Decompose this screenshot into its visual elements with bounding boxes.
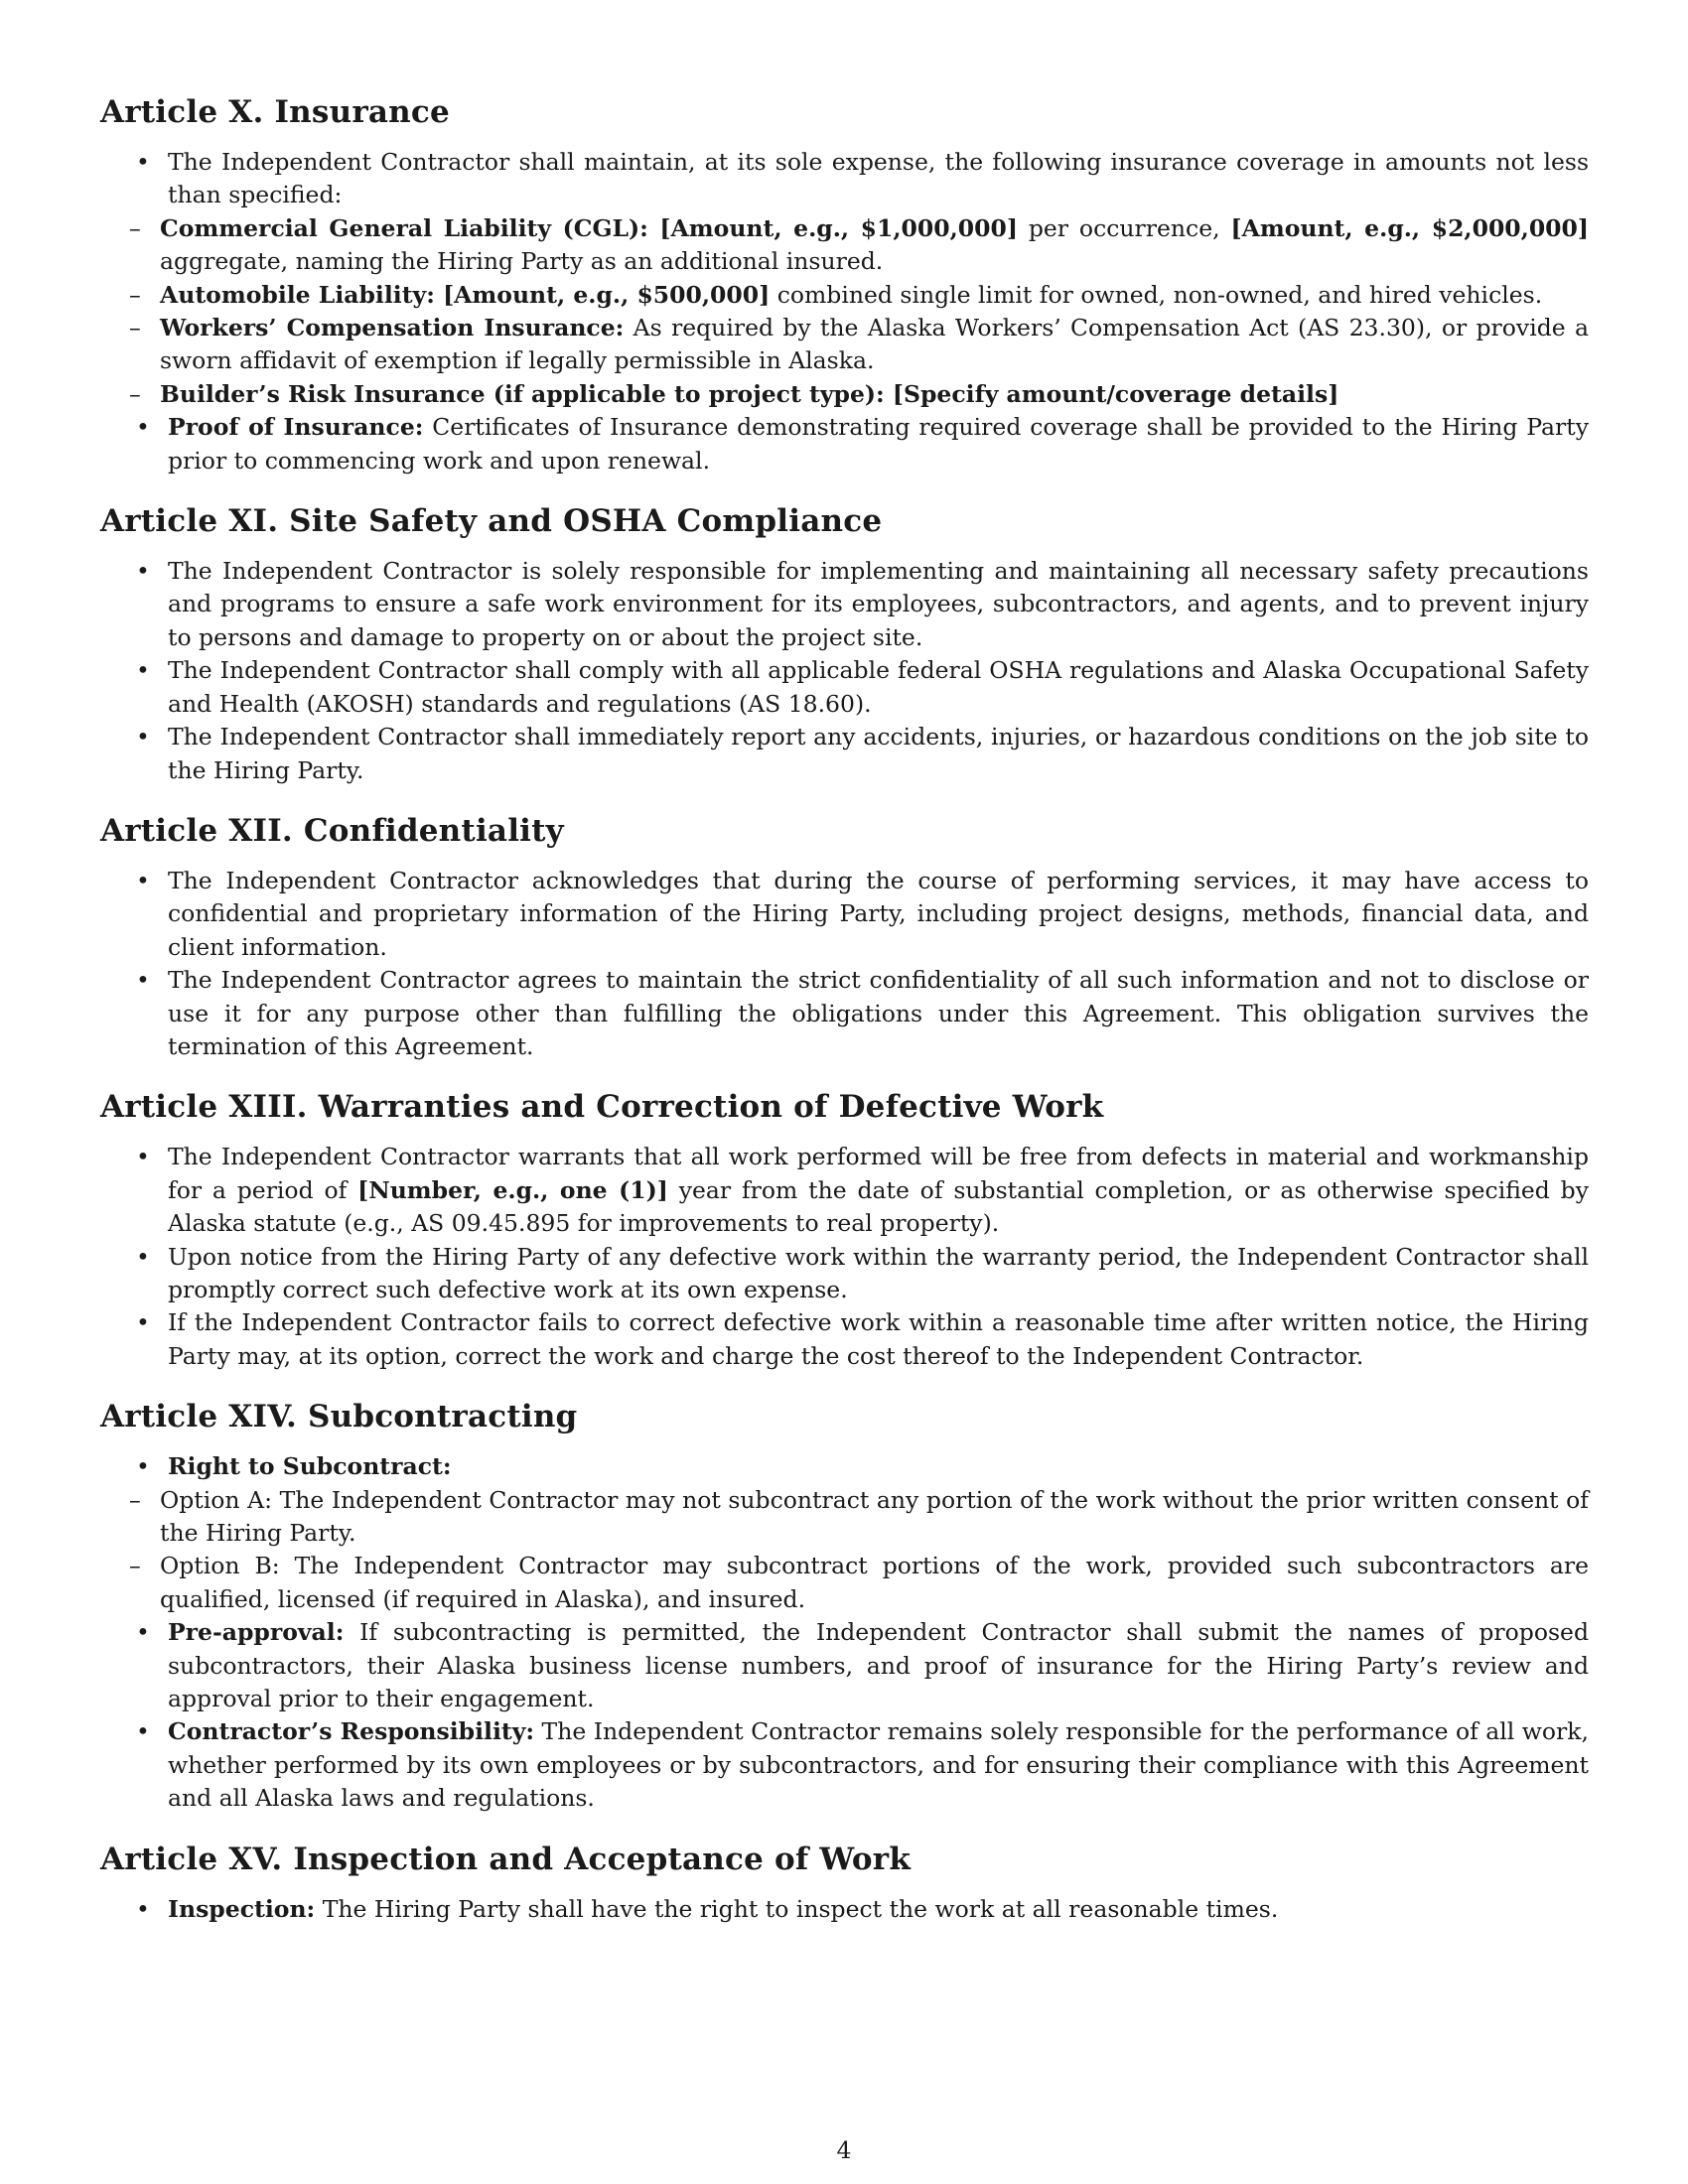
sub-list-item: – Automobile Liability: [Amount, e.g., $500,000] combined single limit for owned, non-owned, and hired vehicles.	[33, 279, 1589, 312]
sub-list-item: – Workers’ Compensation Insurance: As required by the Alaska Workers’ Compensation Act (AS 23.30), or provide a sworn affidavit of exemption if legally permissible in Alaska.	[33, 312, 1589, 378]
article-x-insurance	[100, 87, 1589, 478]
bullet-list	[100, 1450, 1589, 1815]
list-item: • Inspection: The Hiring Party shall have the right to inspect the work at all reasonable times.	[100, 1893, 1589, 1926]
article-heading: Article XI. Site Safety and OSHA Compliance	[100, 503, 883, 540]
list-item: • The Independent Contractor shall maintain, at its sole expense, the following insurance coverage in amounts not less than specified:	[100, 146, 1589, 212]
list-item: • Right to Subcontract:	[100, 1450, 1589, 1483]
sub-list-item: – Option A: The Independent Contractor may not subcontract any portion of the work without the prior written consent of the Hiring Party.	[33, 1484, 1589, 1551]
article-xi-site-safety	[100, 496, 1589, 787]
list-item: • Upon notice from the Hiring Party of any defective work within the warranty period, the Independent Contractor shall promptly correct such defective work at its own expense.	[100, 1241, 1589, 1307]
sub-list-item: – Commercial General Liability (CGL): [Amount, e.g., $1,000,000] per occurrence, [Amount, e.g., $2,000,000] aggregate, naming the Hiring Party as an additional insured.	[33, 212, 1589, 279]
list-item: • If the Independent Contractor fails to correct defective work within a reasonable time after written notice, the Hiring Party may, at its option, correct the work and charge the cost thereof to the Independent Contractor.	[100, 1306, 1589, 1373]
article-xiv-subcontracting	[100, 1392, 1589, 1815]
bullet-list	[100, 555, 1589, 787]
article-heading: Article XIV. Subcontracting	[100, 1399, 578, 1435]
bullet-list	[100, 865, 1589, 1063]
article-xv-inspection	[100, 1835, 1589, 1926]
list-item: • The Independent Contractor agrees to maintain the strict confidentiality of all such information and not to disclose or use it for any purpose other than fulfilling the obligations under this Agreement. This obligation survives the termination of this Agreement.	[100, 964, 1589, 1063]
list-item: • Contractor’s Responsibility: The Independent Contractor remains solely responsible for the performance of all work, whether performed by its own employees or by subcontractors, and for ensuring their compliance with this Agreement and all Alaska laws and regulations.	[100, 1715, 1589, 1815]
document-page	[100, 87, 1589, 1945]
sub-list-item: – Option B: The Independent Contractor may subcontract portions of the work, provided such subcontractors are qualified, licensed (if required in Alaska), and insured.	[33, 1550, 1589, 1616]
list-item: • The Independent Contractor shall comply with all applicable federal OSHA regulations and Alaska Occupational Safety and Health (AKOSH) standards and regulations (AS 18.60).	[100, 654, 1589, 721]
article-heading: Article X. Insurance	[100, 94, 450, 130]
list-item: • The Independent Contractor acknowledges that during the course of performing services, it may have access to confidential and proprietary information of the Hiring Party, including project designs, methods, financial data, and client information.	[100, 865, 1589, 964]
article-heading: Article XII. Confidentiality	[100, 812, 564, 849]
list-item: • The Independent Contractor shall immediately report any accidents, injuries, or hazardous conditions on the job site to the Hiring Party.	[100, 721, 1589, 787]
article-xiii-warranties	[100, 1082, 1589, 1373]
sub-list-item: – Builder’s Risk Insurance (if applicable to project type): [Specify amount/coverage details]	[33, 378, 1589, 411]
article-heading: Article XIII. Warranties and Correction of Defective Work	[100, 1089, 1104, 1126]
list-item: • The Independent Contractor is solely responsible for implementing and maintaining all necessary safety precautions and programs to ensure a safe work environment for its employees, subcontractors, and agents, and to prevent injury to persons and damage to property on or about the project site.	[100, 555, 1589, 654]
article-xii-confidentiality	[100, 806, 1589, 1063]
page-number: 4	[836, 2136, 852, 2164]
list-item: • Pre-approval: If subcontracting is permitted, the Independent Contractor shall submit the names of proposed subcontractors, their Alaska business license numbers, and proof of insurance for the Hiring Party’s review and approval prior to their engagement.	[100, 1616, 1589, 1715]
list-item: • The Independent Contractor warrants that all work performed will be free from defects in material and workmanship for a period of [Number, e.g., one (1)] year from the date of substantial completion, or as otherwise specified by Alaska statute (e.g., AS 09.45.895 for improvements to real property).	[100, 1141, 1589, 1240]
bullet-list	[100, 146, 1589, 478]
bullet-list	[100, 1893, 1589, 1926]
bullet-list	[100, 1141, 1589, 1373]
list-item: • Proof of Insurance: Certificates of Insurance demonstrating required coverage shall be provided to the Hiring Party prior to commencing work and upon renewal.	[100, 411, 1589, 478]
article-heading: Article XV. Inspection and Acceptance of Work	[100, 1841, 911, 1877]
